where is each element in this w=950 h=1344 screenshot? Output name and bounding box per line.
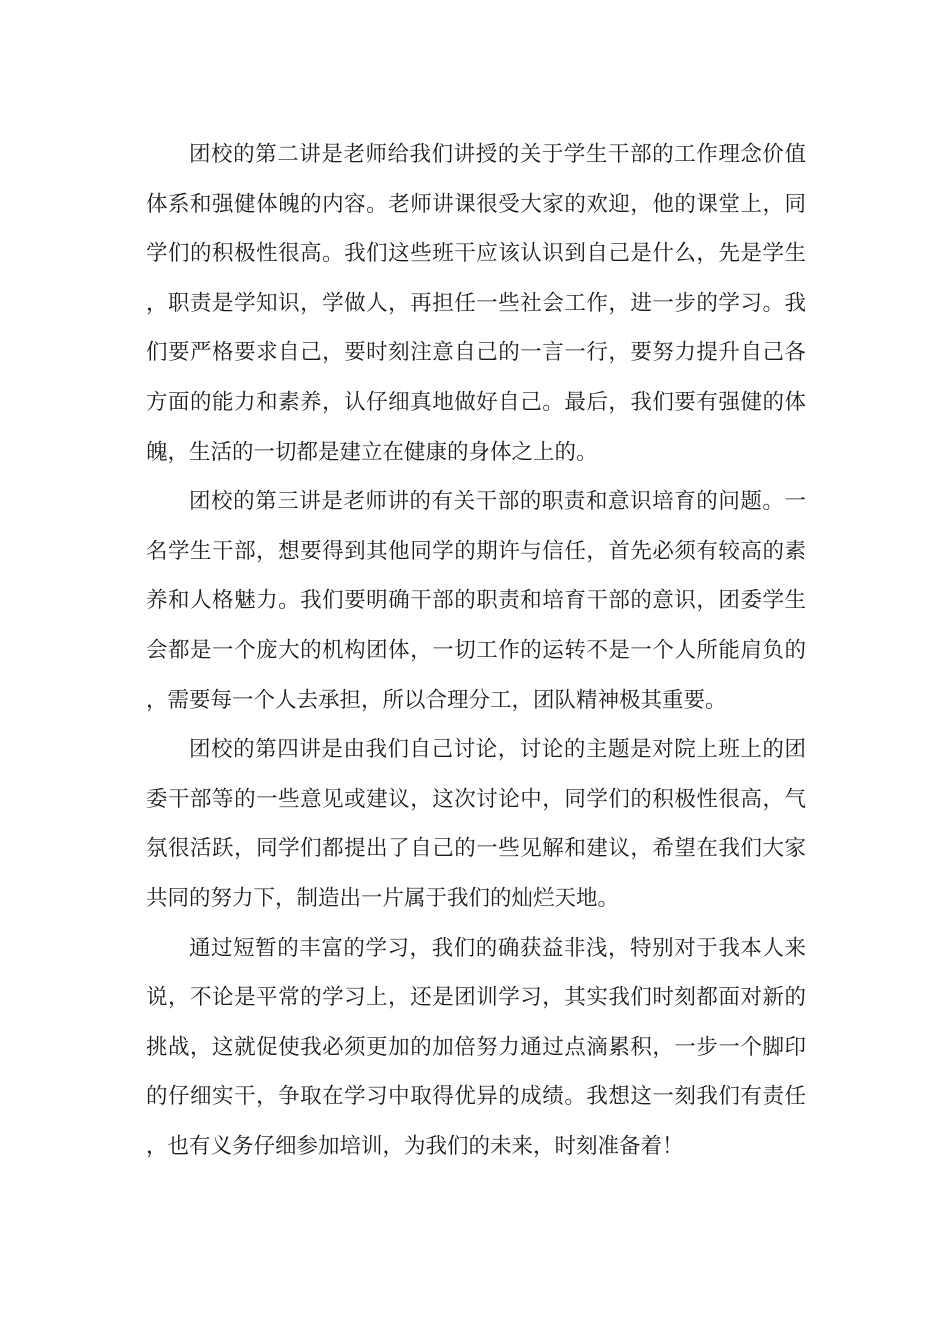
paragraph-lecture-three: 团校的第三讲是老师讲的有关干部的职责和意识培育的问题。一名学生干部，想要得到其他同学的期许与信任，首先必须有较高的素养和人格魅力。我们要明确干部的职责和培育干部的意识，团委学生会都是一个庞大的机构团体，一切工作的运转不是一个人所能肩负的，需要每一个人去承担，所以合理分工，团队精神极其重要。 [146, 489, 806, 713]
paragraph-conclusion: 通过短暂的丰富的学习，我们的确获益非浅，特别对于我本人来说，不论是平常的学习上，还是团训学习，其实我们时刻都面对新的挑战，这就促使我必须更加的加倍努力通过点滴累积，一步一个脚印的仔细实干，争取在学习中取得优异的成绩。我想这一刻我们有责任，也有义务仔细参加培训，为我们的未来，时刻准备着！ [146, 935, 806, 1159]
paragraph-lecture-four: 团校的第四讲是由我们自己讨论，讨论的主题是对院上班上的团委干部等的一些意见或建议，这次讨论中，同学们的积极性很高，气氛很活跃，同学们都提出了自己的一些见解和建议，希望在我们大家共同的努力下，制造出一片属于我们的灿烂天地。 [146, 737, 806, 911]
paragraph-lecture-two: 团校的第二讲是老师给我们讲授的关于学生干部的工作理念价值体系和强健体魄的内容。老师讲课很受大家的欢迎，他的课堂上，同学们的积极性很高。我们这些班干应该认识到自己是什么，先是学生，职责是学知识，学做人，再担任一些社会工作，进一步的学习。我们要严格要求自己，要时刻注意自己的一言一行，要努力提升自己各方面的能力和素养，认仔细真地做好自己。最后，我们要有强健的体魄，生活的一切都是建立在健康的身体之上的。 [146, 142, 806, 465]
document-body [146, 130, 806, 1171]
